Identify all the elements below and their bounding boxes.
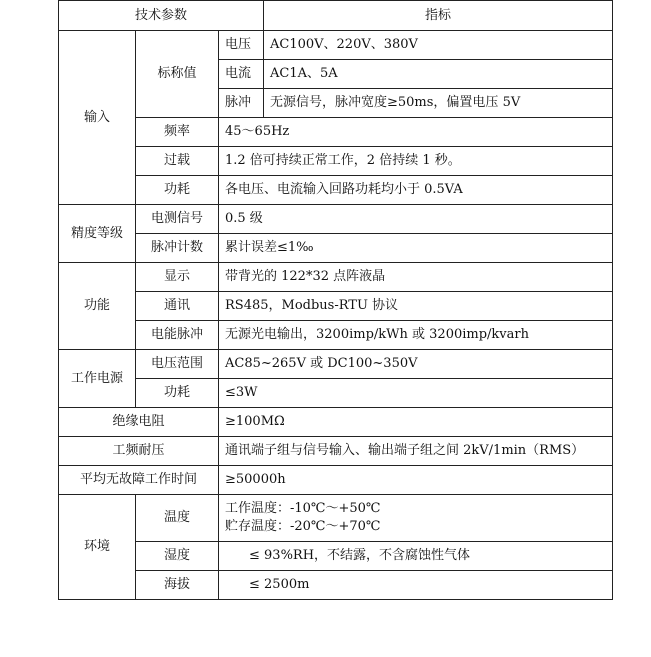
mtbf-value: ≥50000h xyxy=(219,466,613,495)
table-row xyxy=(59,31,613,60)
spec-table xyxy=(58,0,613,600)
comm-value: RS485，Modbus-RTU 协议 xyxy=(219,292,613,321)
pulse-count-value: 累计误差≤1‰ xyxy=(219,234,613,263)
temp-store: 贮存温度：-20℃～+70℃ xyxy=(225,519,381,534)
table-row xyxy=(59,234,613,263)
altitude-label: 海拔 xyxy=(136,571,219,600)
supply-power-value: ≤3W xyxy=(219,379,613,408)
humidity-label: 湿度 xyxy=(136,542,219,571)
pulse-count-label: 脉冲计数 xyxy=(136,234,219,263)
energy-pulse-label: 电能脉冲 xyxy=(136,321,219,350)
overload-value: 1.2 倍可持续正常工作，2 倍持续 1 秒。 xyxy=(219,147,613,176)
table-row xyxy=(59,350,613,379)
group-environment: 环境 xyxy=(59,495,136,600)
display-value: 带背光的 122*32 点阵液晶 xyxy=(219,263,613,292)
withstand-value: 通讯端子组与信号输入、输出端子组之间 2kV/1min（RMS） xyxy=(219,437,613,466)
header-value: 指标 xyxy=(264,1,613,31)
table-row xyxy=(59,466,613,495)
freq-value: 45～65Hz xyxy=(219,118,613,147)
energy-pulse-value: 无源光电输出，3200imp/kWh 或 3200imp/kvarh xyxy=(219,321,613,350)
table-row xyxy=(59,495,613,542)
supply-power-label: 功耗 xyxy=(136,379,219,408)
table-row xyxy=(59,321,613,350)
insulation-value: ≥100MΩ xyxy=(219,408,613,437)
pulse-value: 无源信号，脉冲宽度≥50ms，偏置电压 5V xyxy=(264,89,613,118)
table-row xyxy=(59,292,613,321)
table-row xyxy=(59,118,613,147)
header-param: 技术参数 xyxy=(59,1,264,31)
mtbf-label: 平均无故障工作时间 xyxy=(59,466,219,495)
input-power-label: 功耗 xyxy=(136,176,219,205)
altitude-value: ≤ 2500m xyxy=(219,571,613,600)
voltage-label: 电压 xyxy=(219,31,264,60)
current-value: AC1A、5A xyxy=(264,60,613,89)
group-function: 功能 xyxy=(59,263,136,350)
table-row xyxy=(59,379,613,408)
freq-label: 频率 xyxy=(136,118,219,147)
range-value: AC85~265V 或 DC100~350V xyxy=(219,350,613,379)
insulation-label: 绝缘电阻 xyxy=(59,408,219,437)
input-power-value: 各电压、电流输入回路功耗均小于 0.5VA xyxy=(219,176,613,205)
meas-value: 0.5 级 xyxy=(219,205,613,234)
comm-label: 通讯 xyxy=(136,292,219,321)
temp-work: 工作温度：-10℃～+50℃ xyxy=(225,501,381,516)
table-row xyxy=(59,263,613,292)
table-row xyxy=(59,542,613,571)
header-row xyxy=(59,1,613,31)
table-row xyxy=(59,205,613,234)
group-input: 输入 xyxy=(59,31,136,205)
temp-value xyxy=(219,495,613,542)
table-row xyxy=(59,571,613,600)
table-row xyxy=(59,408,613,437)
pulse-label: 脉冲 xyxy=(219,89,264,118)
rated-label: 标称值 xyxy=(136,31,219,118)
withstand-label: 工频耐压 xyxy=(59,437,219,466)
table-row xyxy=(59,437,613,466)
range-label: 电压范围 xyxy=(136,350,219,379)
table-row xyxy=(59,176,613,205)
temp-label: 温度 xyxy=(136,495,219,542)
display-label: 显示 xyxy=(136,263,219,292)
voltage-value: AC100V、220V、380V xyxy=(264,31,613,60)
current-label: 电流 xyxy=(219,60,264,89)
humidity-value: ≤ 93%RH，不结露，不含腐蚀性气体 xyxy=(219,542,613,571)
meas-label: 电测信号 xyxy=(136,205,219,234)
table-row xyxy=(59,147,613,176)
group-accuracy: 精度等级 xyxy=(59,205,136,263)
group-supply: 工作电源 xyxy=(59,350,136,408)
overload-label: 过载 xyxy=(136,147,219,176)
